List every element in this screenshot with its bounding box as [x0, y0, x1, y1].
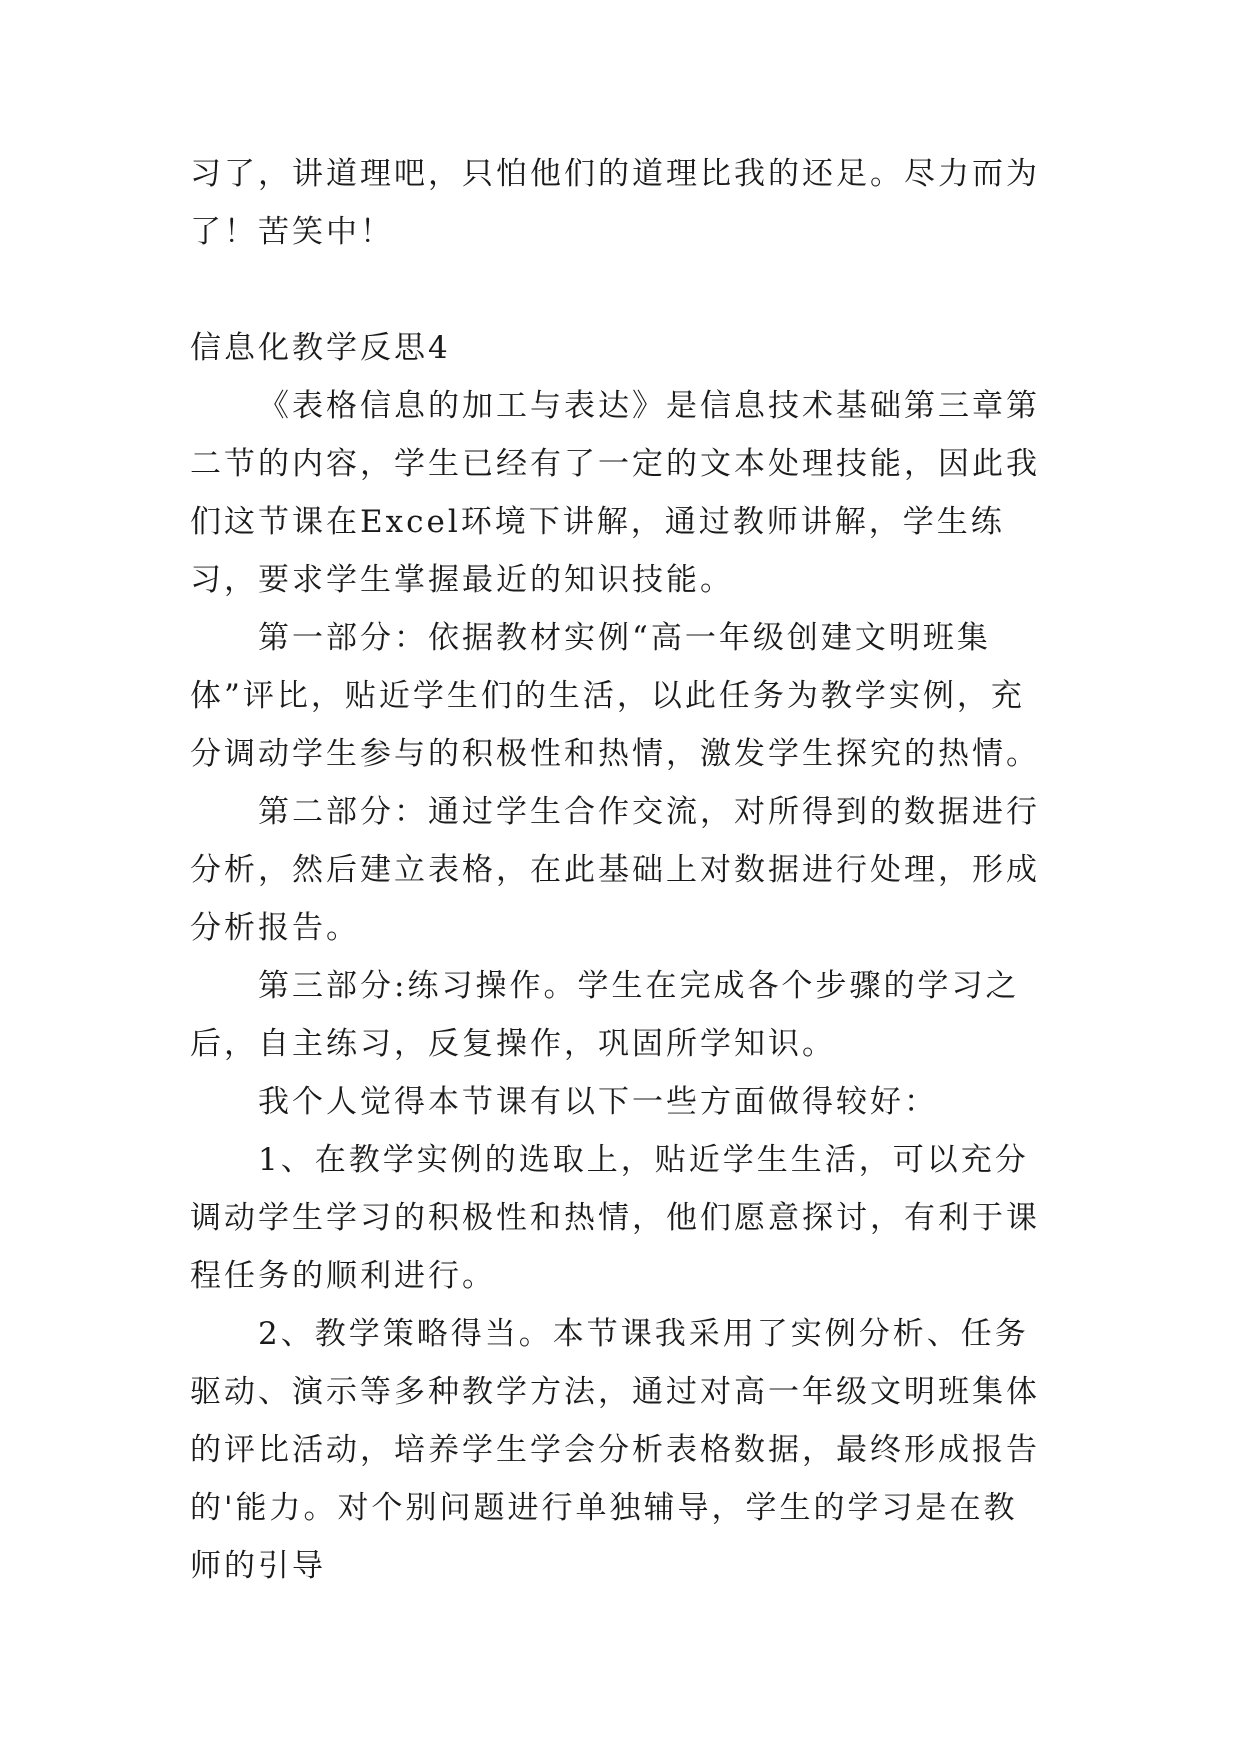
paragraph-intro: 《表格信息的加工与表达》是信息技术基础第三章第二节的内容，学生已经有了一定的文本处理技能，因此我们这节课在Excel环境下讲解，通过教师讲解，学生练习，要求学生掌握最近的知识技能。	[190, 388, 1040, 598]
paragraph-part-one: 第一部分：依据教材实例“高一年级创建文明班集体”评比，贴近学生们的生活，以此任务为教学实例，充分调动学生参与的积极性和热情，激发学生探究的热情。	[190, 620, 1040, 772]
paragraph-point-two: 2、教学策略得当。本节课我采用了实例分析、任务驱动、演示等多种教学方法，通过对高一年级文明班集体的评比活动，培养学生学会分析表格数据，最终形成报告的'能力。对个别问题进行单独辅导，学生的学习是在教师的引导	[190, 1316, 1040, 1584]
paragraph-summary-lead: 我个人觉得本节课有以下一些方面做得较好：	[258, 1084, 938, 1120]
paragraph-part-two: 第二部分：通过学生合作交流，对所得到的数据进行分析，然后建立表格，在此基础上对数据进行处理，形成分析报告。	[190, 794, 1040, 946]
paragraph-point-one: 1、在教学实例的选取上，贴近学生生活，可以充分调动学生学习的积极性和热情，他们愿意探讨，有利于课程任务的顺利进行。	[190, 1142, 1040, 1294]
section-gap	[190, 261, 1050, 319]
continued-paragraph: 习了，讲道理吧，只怕他们的道理比我的还足。尽力而为了！苦笑中！	[190, 156, 1040, 250]
section-title: 信息化教学反思4	[190, 330, 451, 366]
document-body	[190, 145, 1050, 1595]
paragraph-part-three: 第三部分:练习操作。学生在完成各个步骤的学习之后，自主练习，反复操作，巩固所学知识。	[190, 968, 1020, 1062]
